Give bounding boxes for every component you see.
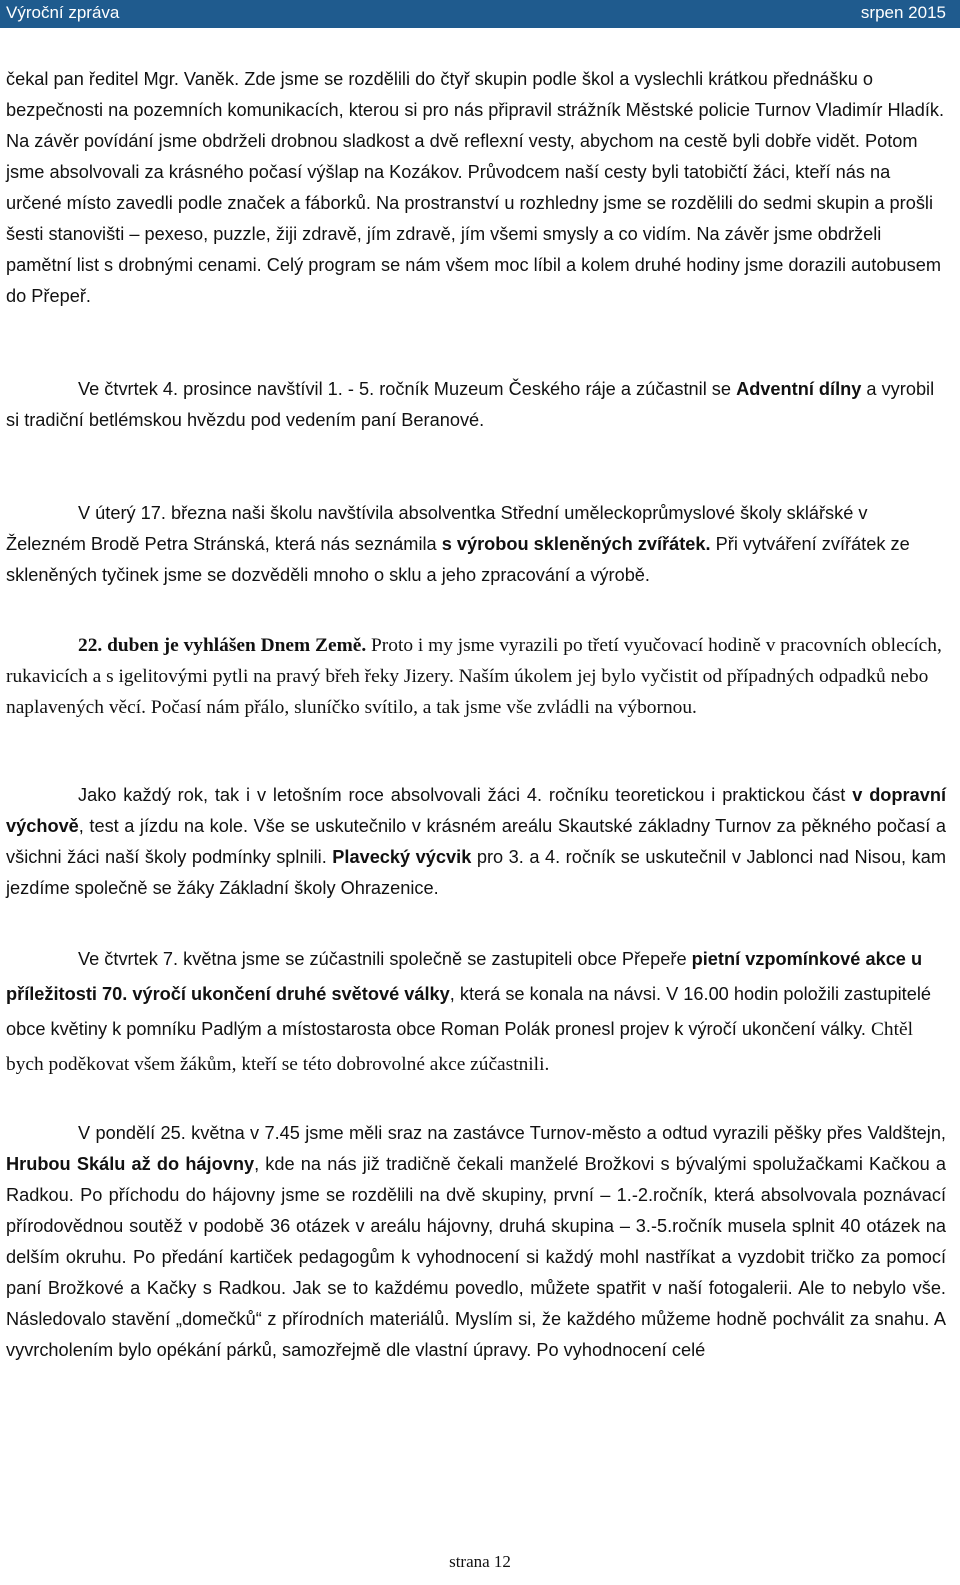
header-date: srpen 2015 (860, 3, 946, 22)
text-span: V úterý 17. března naši školu navštívila absolventka Střední uměleckoprůmyslové školy sklářské v Železném Brodě Petra Stránská, která nás seznámila (6, 503, 868, 554)
paragraph-earth-day (6, 630, 946, 723)
serif-text: Chtěl bych poděkovat všem žákům, kteří se této dobrovolné akce zúčastnili. (6, 1019, 913, 1075)
text-span: V pondělí 25. května v 7.45 jsme měli sraz na zastávce Turnov-město a odtud vyrazili pěšky přes Valdštejn, (78, 1123, 946, 1143)
text-span: a vyrobil si tradiční betlémskou hvězdu pod vedením paní Beranové. (6, 379, 935, 430)
paragraph-memorial (6, 942, 946, 1082)
text-span: Při vytváření zvířátek ze skleněných tyčinek jsme se dozvěděli mnoho o sklu a jeho zpracování a výrobě. (6, 534, 910, 585)
bold-text: Adventní dílny (736, 379, 862, 399)
bold-text: Hrubou Skálu až do hájovny (6, 1154, 255, 1174)
bold-text: pietní vzpomínkové akce u příležitosti 70. výročí ukončení druhé světové války (6, 949, 923, 1004)
paragraph-hajovna-trip (6, 1118, 946, 1366)
document-body (6, 64, 946, 1366)
text-span: Proto i my jsme vyrazili po třetí vyučovací hodině v pracovních oblecích, rukavicích a s igelitovými pytli na pravý břeh řeky Jizery. Naším úkolem jej bylo vyčistit od případných odpadků nebo naplavených věcí. Počasí nám přálo, sluníčko svítilo, a tak jsme vše zvládli na výbornou. (6, 635, 942, 718)
paragraph-advent-workshop (6, 374, 946, 436)
bold-text: 22. duben je vyhlášen Dnem Země. (78, 635, 367, 656)
text-span: Ve čtvrtek 4. prosince navštívil 1. - 5. ročník Muzeum Českého ráje a zúčastnil se (78, 379, 737, 399)
text-span: Ve čtvrtek 7. května jsme se zúčastnili společně se zastupiteli obce Přepeře (78, 949, 692, 969)
page-number: strana 12 (449, 1552, 511, 1571)
text-span: Jako každý rok, tak i v letošním roce absolvovali žáci 4. ročníku teoretickou i praktickou část (78, 785, 853, 805)
paragraph-traffic-education (6, 780, 946, 904)
text-span: pro 3. a 4. ročník se uskutečnil v Jablonci nad Nisou, kam jezdíme společně se žáky Základní školy Ohrazenice. (6, 847, 946, 898)
paragraph-glass-animals (6, 498, 946, 591)
text-span: , která se konala na návsi. V 16.00 hodin položili zastupitelé obce květiny k pomníku Padlým a místostarosta obce Roman Polák pronesl projev k výročí ukončení války. (6, 984, 932, 1039)
bold-text: s výrobou skleněných zvířátek. (441, 534, 711, 554)
text-span: , test a jízdu na kole. Vše se uskutečnilo v krásném areálu Skautské základny Turnov za pěkného počasí a všichni žáci naší školy podmínky splnili. (6, 816, 946, 867)
header-title: Výroční zpráva (6, 3, 120, 22)
text-span: , kde na nás již tradičně čekali manželé Brožkovi s bývalými spolužačkami Kačkou a Radkou. Po příchodu do hájovny jsme se rozdělili na dvě skupiny, první – 1.-2.ročník, která absolvovala poznávací přírodovědnou soutěž v podobě 36 otázek v areálu hájovny, druhá skupina – 3.-5.ročník musela splnit 40 otázek na delším okruhu. Po předání kartiček pedagogům k vyhodnocení si každý mohl nastříkat a vyzdobit tričko za pomocí paní Brožkové a Kačky s Radkou. Jak se to každému povedlo, můžete spatřit v naší fotogalerii. Ale to nebylo vše. Následovalo stavění „domečků“ z přírodních materiálů. Myslím si, že každého můžeme hodně pochválit za snahu. A vyvrcholením bylo opékání párků, samozřejmě dle vlastní úpravy. Po vyhodnocení celé (6, 1154, 947, 1360)
bold-text: Plavecký výcvik (332, 847, 472, 867)
page-header (0, 0, 960, 28)
paragraph-kozakov-trip: čekal pan ředitel Mgr. Vaněk. Zde jsme se rozdělili do čtyř skupin podle škol a vyslechli krátkou přednášku o bezpečnosti na pozemních komunikacích, kterou si pro nás připravil strážník Městské policie Turnov Vladimír Hladík. Na závěr povídání jsme obdrželi drobnou sladkost a dvě reflexní vesty, abychom na cestě byli dobře vidět. Potom jsme absolvovali za krásného počasí výšlap na Kozákov. Průvodcem naší cesty byli tatobičtí žáci, kteří nás na určené místo zavedli podle značek a fáborků. Na prostranství u rozhledny jsme se rozdělili do sedmi skupin a prošli šesti stanovišti – pexeso, puzzle, žiji zdravě, jím zdravě, jím všemi smysly a co vidím. Na závěr jsme obdrželi pamětní list s drobnými cenami. Celý program se nám všem moc líbil a kolem druhé hodiny jsme dorazili autobusem do Přepeř. (6, 69, 945, 306)
bold-text: v dopravní výchově (6, 785, 946, 836)
